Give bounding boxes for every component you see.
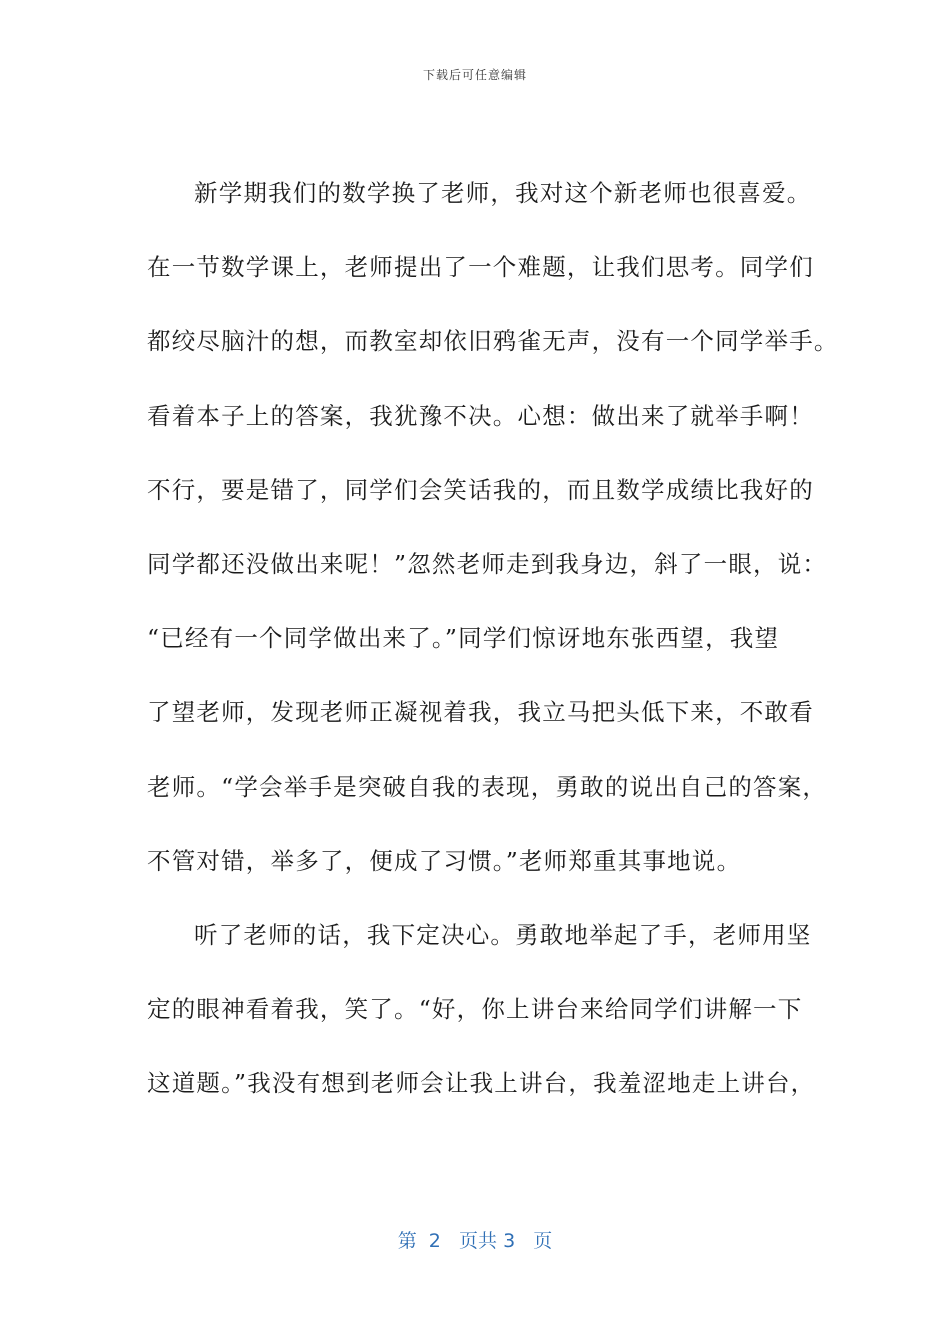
text-line: 都绞尽脑汁的想，而教室却依旧鸦雀无声，没有一个同学举手。 (147, 327, 839, 356)
page-footer (0, 1226, 950, 1253)
text-line: 在一节数学课上，老师提出了一个难题，让我们思考。同学们 (147, 253, 814, 282)
text-line: 老师。“学会举手是突破自我的表现，勇敢的说出自己的答案， (147, 772, 828, 801)
text-line: 同学都还没做出来呢！”忽然老师走到我身边，斜了一眼，说： (147, 549, 828, 578)
text-line: 看着本子上的答案，我犹豫不决。心想：做出来了就举手啊！ (147, 401, 814, 430)
text-line: 这道题。”我没有想到老师会让我上讲台，我羞涩地走上讲台， (147, 1069, 816, 1098)
header-note: 下载后可任意编辑 (422, 68, 527, 82)
text-line: 新学期我们的数学换了老师，我对这个新老师也很喜爱。 (194, 179, 812, 207)
footer-total-pages: 3 (503, 1230, 516, 1252)
text-line: 定的眼神看着我，笑了。“好，你上讲台来给同学们讲解一下 (147, 995, 803, 1024)
footer-middle: 页共 (459, 1230, 498, 1252)
document-body (147, 178, 839, 1142)
text-line: “已经有一个同学做出来了。”同学们惊讶地东张西望，我望 (147, 624, 780, 653)
text-line: 不管对错，举多了，便成了习惯。”老师郑重其事地说。 (147, 846, 742, 875)
footer-suffix: 页 (533, 1230, 553, 1252)
footer-prefix: 第 (397, 1230, 417, 1252)
text-line: 了望老师，发现老师正凝视着我，我立马把头低下来，不敢看 (147, 698, 814, 727)
text-line: 听了老师的话，我下定决心。勇敢地举起了手，老师用坚 (194, 920, 812, 949)
text-line: 不行，要是错了，同学们会笑话我的，而且数学成绩比我好的 (147, 475, 814, 504)
footer-page-number: 2 (428, 1230, 441, 1252)
